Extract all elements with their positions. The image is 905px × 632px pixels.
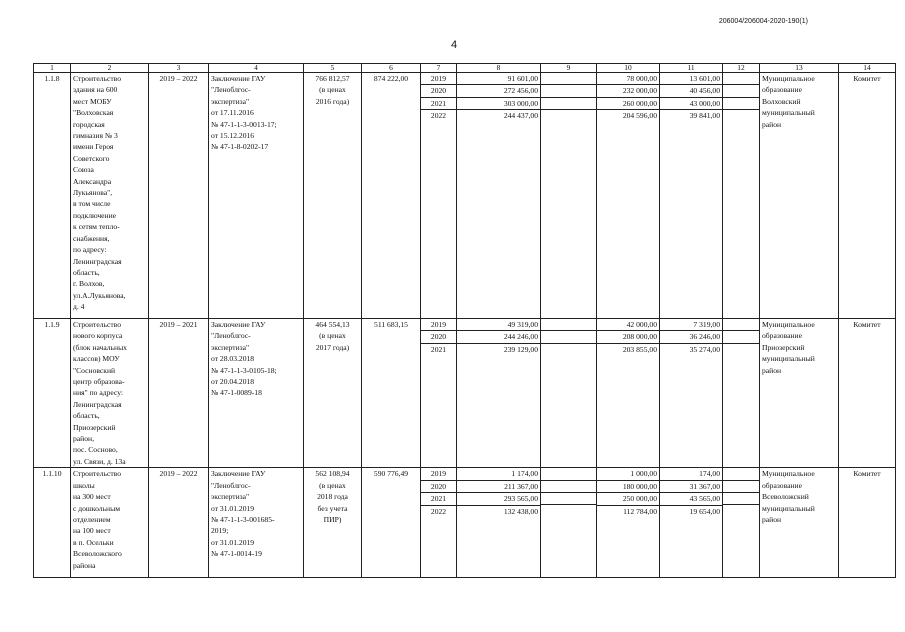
amount-federal (541, 73, 596, 85)
year-breakdown-cell (597, 73, 660, 319)
year-value: 2019 (421, 319, 456, 331)
amount-other (723, 343, 759, 355)
year-breakdown-cell (421, 73, 457, 319)
year-row (457, 468, 540, 480)
amount-total: 91 601,00 (457, 73, 540, 85)
year-value: 2022 (430, 506, 447, 516)
year-value: 2021 (421, 493, 456, 505)
year-breakdown-cell (421, 319, 457, 468)
year-breakdown-cell (457, 73, 541, 319)
amount-local: 43 000,00 (660, 97, 722, 109)
amount-federal (541, 331, 596, 343)
amount-total: 211 367,00 (457, 480, 540, 492)
year-row (723, 505, 759, 517)
year-row (723, 331, 759, 343)
municipality: Муниципальное образование Всеволожский муниципальный район (760, 468, 839, 578)
year-row (660, 480, 722, 492)
year-row (457, 493, 540, 505)
amount-regional: 112 784,00 (623, 506, 657, 516)
total-cost: 874 222,00 (362, 73, 421, 319)
year-row (457, 97, 540, 109)
year-row (660, 505, 722, 517)
amount-total: 1 174,00 (457, 468, 540, 480)
page-number: 4 (451, 39, 458, 51)
year-row (723, 468, 759, 480)
amount-local: 19 654,00 (689, 506, 720, 516)
year-row (723, 73, 759, 85)
column-number: 5 (304, 64, 362, 73)
year-row (421, 343, 456, 355)
column-number: 10 (597, 64, 660, 73)
amount-federal (541, 319, 596, 331)
estimated-cost: 464 554,13 (в ценах 2017 года) (304, 319, 362, 468)
amount-regional: 42 000,00 (597, 319, 659, 331)
amount-total: 244 246,00 (457, 331, 540, 343)
year-row (597, 110, 659, 122)
amount-other (723, 97, 759, 109)
year-row (541, 493, 596, 505)
expertise-conclusion: Заключение ГАУ "Леноблгос- экспертиза" от 28.03.2018 № 47-1-1-3-0105-18; от 20.04.2018 № 47-1-0089-18 (209, 319, 304, 468)
amount-federal (541, 97, 596, 109)
object-name: Строительство нового корпуса (блок начальных классов) МОУ "Сосновский центр образова- ния" по адресу: Ленинградская область, Приозерский район, пос. Сосново, ул. Связи, д. 13а (71, 319, 149, 468)
amount-total: 49 319,00 (457, 319, 540, 331)
year-breakdown-cell (541, 468, 597, 578)
total-cost: 511 683,15 (362, 319, 421, 468)
column-number: 7 (421, 64, 457, 73)
amount-other (723, 480, 759, 492)
year-row (421, 319, 456, 331)
year-row (597, 505, 659, 517)
amount-federal (541, 343, 596, 355)
construction-period: 2019 – 2022 (149, 73, 209, 319)
amount-other (723, 110, 759, 122)
year-row (421, 468, 456, 480)
construction-period: 2019 – 2022 (149, 468, 209, 578)
column-number: 4 (209, 64, 304, 73)
year-row (421, 85, 456, 97)
year-row (421, 493, 456, 505)
expertise-conclusion: Заключение ГАУ "Леноблгос- экспертиза" от 31.01.2019 № 47-1-1-3-001685- 2019; от 31.01.2019 № 47-1-0014-19 (209, 468, 304, 578)
year-value: 2020 (421, 331, 456, 343)
year-row (541, 97, 596, 109)
year-row (457, 73, 540, 85)
year-row (421, 73, 456, 85)
year-value: 2019 (421, 468, 456, 480)
year-breakdown-cell (541, 73, 597, 319)
amount-federal (541, 85, 596, 97)
year-row (723, 493, 759, 505)
amount-regional: 1 000,00 (597, 468, 659, 480)
year-breakdown-cell (457, 319, 541, 468)
year-breakdown-cell (421, 468, 457, 578)
amount-local: 40 456,00 (660, 85, 722, 97)
year-row (597, 343, 659, 355)
column-number-row (34, 64, 896, 73)
amount-federal (541, 468, 596, 480)
year-row (421, 505, 456, 517)
column-number: 6 (362, 64, 421, 73)
amount-other (723, 505, 759, 517)
amount-other (723, 331, 759, 343)
year-row (597, 73, 659, 85)
expertise-conclusion: Заключение ГАУ "Леноблгос- экспертиза" от 17.11.2016 № 47-1-1-3-0013-17; от 15.12.2016 № 47-1-8-0202-17 (209, 73, 304, 319)
column-number: 9 (541, 64, 597, 73)
table-row (34, 468, 896, 578)
amount-local: 35 274,00 (689, 344, 720, 354)
year-row (541, 110, 596, 122)
column-number: 2 (71, 64, 149, 73)
year-row (457, 343, 540, 355)
year-value: 2020 (421, 480, 456, 492)
year-row (723, 343, 759, 355)
amount-other (723, 319, 759, 331)
year-row (541, 319, 596, 331)
year-row (660, 73, 722, 85)
year-row (457, 505, 540, 517)
year-breakdown-cell (597, 468, 660, 578)
amount-other (723, 468, 759, 480)
column-number: 1 (34, 64, 71, 73)
table-row (34, 73, 896, 319)
year-value: 2019 (421, 73, 456, 85)
year-row (421, 110, 456, 122)
year-row (660, 97, 722, 109)
year-breakdown-cell (660, 319, 723, 468)
item-number: 1.1.8 (34, 73, 71, 319)
document-id: 206004/206004-2020-190(1) (718, 18, 808, 25)
year-row (541, 73, 596, 85)
year-row (660, 493, 722, 505)
year-row (723, 110, 759, 122)
amount-other (723, 73, 759, 85)
year-row (457, 319, 540, 331)
amount-local: 36 246,00 (660, 331, 722, 343)
item-number: 1.1.9 (34, 319, 71, 468)
year-row (723, 85, 759, 97)
column-number: 11 (660, 64, 723, 73)
year-row (660, 331, 722, 343)
amount-regional: 78 000,00 (597, 73, 659, 85)
year-row (723, 319, 759, 331)
year-row (597, 319, 659, 331)
investment-table (33, 63, 896, 578)
year-row (457, 480, 540, 492)
municipality: Муниципальное образование Приозерский муниципальный район (760, 319, 839, 468)
year-breakdown-cell (597, 319, 660, 468)
year-row (660, 343, 722, 355)
year-breakdown-cell (541, 319, 597, 468)
year-row (660, 468, 722, 480)
amount-federal (541, 505, 596, 517)
construction-period: 2019 – 2021 (149, 319, 209, 468)
estimated-cost: 766 812,57 (в ценах 2016 года) (304, 73, 362, 319)
year-row (457, 331, 540, 343)
amount-total: 272 456,00 (457, 85, 540, 97)
amount-local: 31 367,00 (660, 480, 722, 492)
year-breakdown-cell (457, 468, 541, 578)
object-name: Строительство здания на 600 мест МОБУ "Волховская городская гимназия № 3 имени Героя Советского Союза Александра Лукьянова", в том числе подключение к сетям тепло- снабжения, по адресу: Ленинградская область, г. Волхов, ул.А.Лукьянова, д. 4 (71, 73, 149, 319)
amount-local: 174,00 (660, 468, 722, 480)
amount-total: 244 437,00 (503, 111, 538, 121)
responsible-body: Комитет (839, 468, 896, 578)
year-row (421, 97, 456, 109)
year-row (541, 480, 596, 492)
amount-total: 132 438,00 (503, 506, 538, 516)
column-number: 14 (839, 64, 896, 73)
year-row (541, 505, 596, 517)
column-number: 13 (760, 64, 839, 73)
amount-regional: 180 000,00 (597, 480, 659, 492)
responsible-body: Комитет (839, 73, 896, 319)
amount-federal (541, 480, 596, 492)
year-row (541, 331, 596, 343)
year-row (723, 97, 759, 109)
amount-regional: 204 596,00 (622, 111, 657, 121)
year-row (457, 110, 540, 122)
amount-local: 7 319,00 (660, 319, 722, 331)
amount-regional: 203 855,00 (622, 344, 657, 354)
item-number: 1.1.10 (34, 468, 71, 578)
year-row (597, 493, 659, 505)
year-breakdown-cell (660, 468, 723, 578)
amount-regional: 232 000,00 (597, 85, 659, 97)
year-row (541, 468, 596, 480)
amount-total: 303 000,00 (457, 97, 540, 109)
year-row (597, 85, 659, 97)
responsible-body: Комитет (839, 319, 896, 468)
column-number: 3 (149, 64, 209, 73)
year-row (597, 331, 659, 343)
year-row (723, 480, 759, 492)
column-number: 12 (723, 64, 760, 73)
year-breakdown-cell (660, 73, 723, 319)
amount-local: 43 565,00 (660, 493, 722, 505)
estimated-cost: 562 108,94 (в ценах 2018 года без учета ПИР) (304, 468, 362, 578)
year-row (421, 480, 456, 492)
year-value: 2022 (430, 111, 447, 121)
year-breakdown-cell (723, 73, 760, 319)
amount-local: 39 841,00 (689, 111, 720, 121)
year-row (660, 319, 722, 331)
year-row (660, 85, 722, 97)
municipality: Муниципальное образование Волховский муниципальный район (760, 73, 839, 319)
total-cost: 590 776,49 (362, 468, 421, 578)
amount-federal (541, 110, 596, 122)
amount-regional: 208 000,00 (597, 331, 659, 343)
year-row (597, 480, 659, 492)
year-value: 2021 (430, 344, 447, 354)
amount-other (723, 493, 759, 505)
year-value: 2021 (421, 97, 456, 109)
amount-total: 293 565,00 (457, 493, 540, 505)
year-row (660, 110, 722, 122)
year-breakdown-cell (723, 468, 760, 578)
amount-federal (541, 493, 596, 505)
amount-local: 13 601,00 (660, 73, 722, 85)
year-row (421, 331, 456, 343)
amount-total: 239 129,00 (503, 344, 538, 354)
column-number: 8 (457, 64, 541, 73)
year-row (597, 97, 659, 109)
year-breakdown-cell (723, 319, 760, 468)
table-row (34, 319, 896, 468)
amount-regional: 250 000,00 (597, 493, 659, 505)
object-name: Строительство школы на 300 мест с дошкольным отделением на 100 мест в п. Осельки Всеволожского района (71, 468, 149, 578)
year-value: 2020 (421, 85, 456, 97)
year-row (597, 468, 659, 480)
year-row (541, 343, 596, 355)
year-row (457, 85, 540, 97)
year-row (541, 85, 596, 97)
amount-other (723, 85, 759, 97)
amount-regional: 260 000,00 (597, 97, 659, 109)
